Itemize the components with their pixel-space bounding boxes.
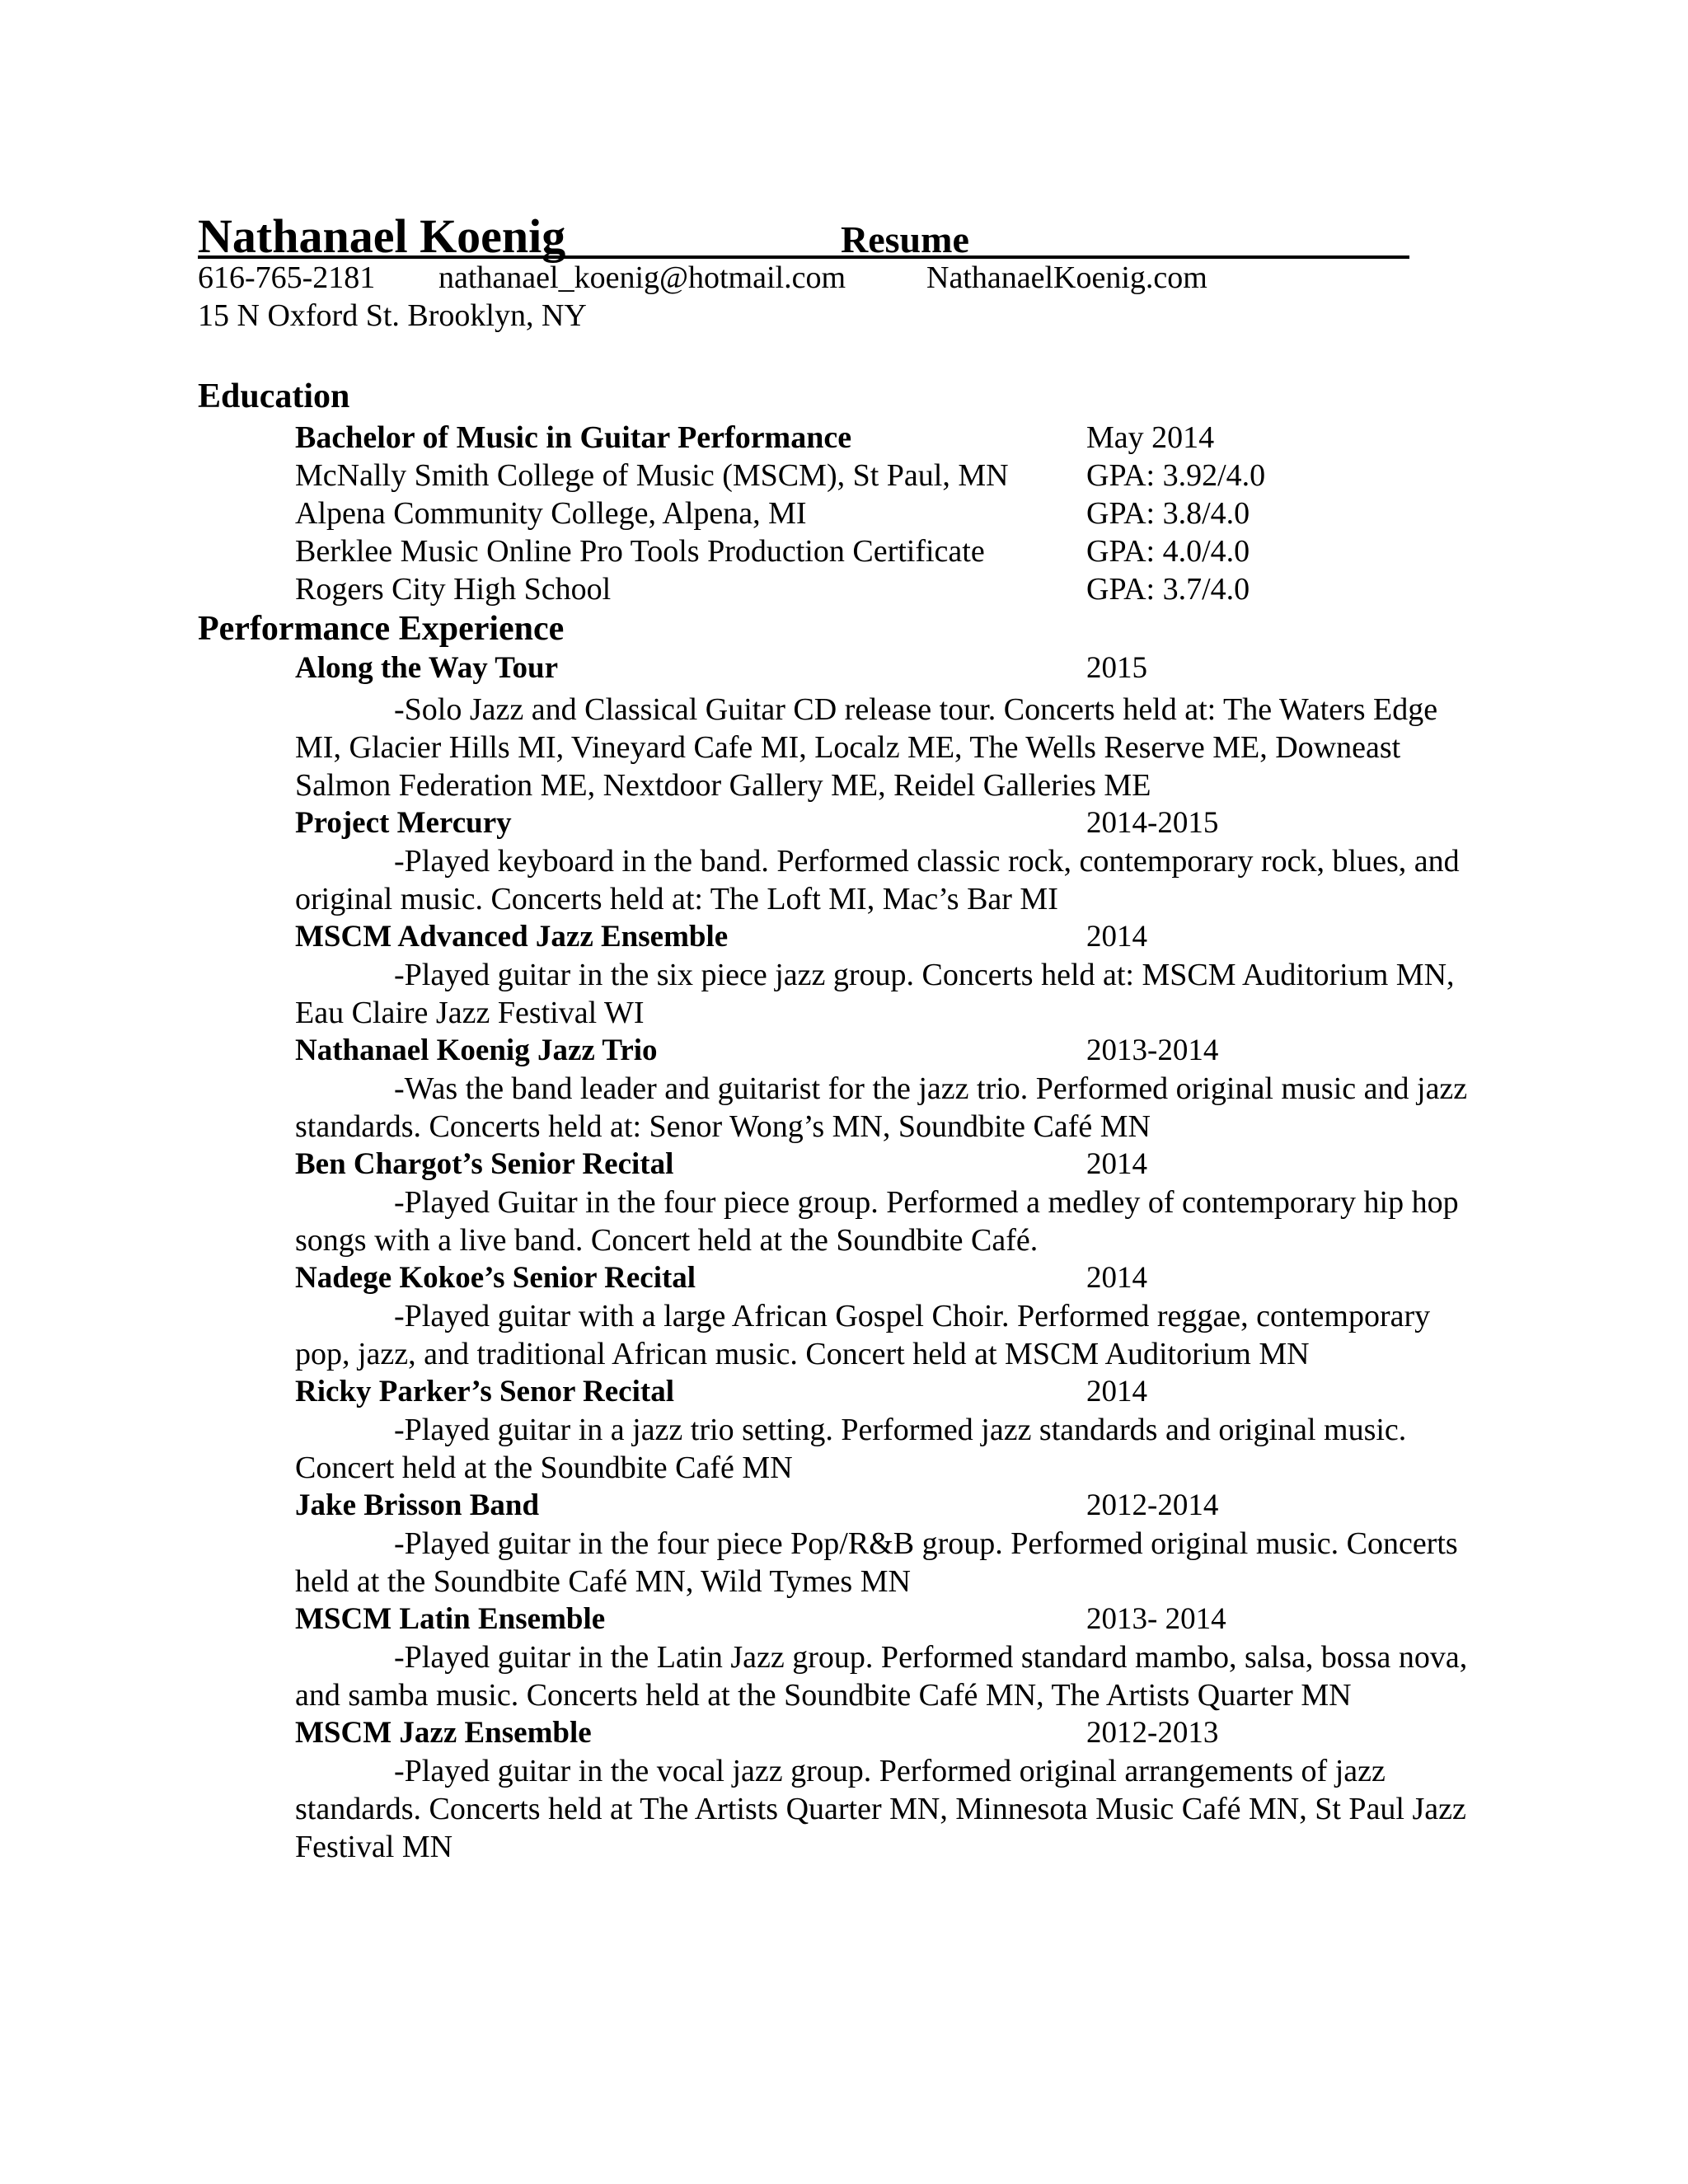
entry-title: MSCM Advanced Jazz Ensemble: [295, 920, 729, 954]
phone-number: 616-765-2181: [198, 260, 376, 295]
school-gpa: GPA: 3.8/4.0: [1086, 496, 1250, 531]
entry-title: Along the Way Tour: [295, 651, 559, 685]
school-row: [295, 457, 1449, 494]
experience-entry: [295, 1032, 1482, 1146]
entry-date: 2012-2014: [1086, 1488, 1219, 1522]
entry-title: Nadege Kokoe’s Senior Recital: [295, 1261, 696, 1295]
school-gpa: GPA: 3.7/4.0: [1086, 572, 1250, 607]
experience-entry: [295, 918, 1482, 1032]
school-row: [295, 570, 1449, 608]
experience-entry: [295, 1146, 1482, 1259]
experience-entry: [295, 804, 1482, 918]
school-row: [295, 532, 1449, 570]
education-section: [295, 419, 1449, 608]
school-name: McNally Smith College of Music (MSCM), St Paul, MN: [295, 458, 1009, 493]
entry-title: Ricky Parker’s Senor Recital: [295, 1375, 674, 1408]
education-heading: Education: [198, 377, 350, 415]
entry-description: -Played guitar in a jazz trio setting. Performed jazz standards and original music. Concert held at the Soundbite Café MN: [295, 1413, 1407, 1485]
school-gpa: GPA: 3.92/4.0: [1086, 458, 1266, 493]
entry-date: 2013-2014: [1086, 1033, 1219, 1067]
title-line: [198, 196, 1409, 263]
degree-row: [295, 419, 1449, 457]
entry-title: Project Mercury: [295, 806, 512, 840]
email-address: nathanael_koenig@hotmail.com: [438, 260, 846, 295]
performance-heading: Performance Experience: [198, 610, 565, 648]
experience-entry: [295, 1259, 1482, 1373]
entry-date: 2014: [1086, 1261, 1147, 1295]
performance-section: [295, 649, 1482, 1866]
entry-description: -Played guitar in the four piece Pop/R&B group. Performed original music. Concerts held at the Soundbite Café MN, Wild Tymes MN: [295, 1526, 1458, 1599]
experience-entry: [295, 1714, 1482, 1866]
entry-description: -Solo Jazz and Classical Guitar CD release tour. Concerts held at: The Waters Edge MI, Glacier Hills MI, Vineyard Cafe MI, Localz ME, The Wells Reserve ME, Downeast Salmon Federation ME, Nextdoor Gallery ME, Reidel Galleries ME: [295, 692, 1438, 803]
entry-description: -Played guitar in the six piece jazz group. Concerts held at: MSCM Auditorium MN, Eau Claire Jazz Festival WI: [295, 958, 1455, 1030]
website: NathanaelKoenig.com: [926, 260, 1207, 295]
entry-title: Jake Brisson Band: [295, 1488, 540, 1522]
school-name: Berklee Music Online Pro Tools Production Certificate: [295, 534, 985, 569]
entry-date: 2014: [1086, 1147, 1147, 1181]
school-name: Alpena Community College, Alpena, MI: [295, 496, 807, 531]
mailing-address: 15 N Oxford St. Brooklyn, NY: [198, 298, 587, 333]
entry-title: MSCM Latin Ensemble: [295, 1602, 606, 1636]
entry-date: 2014: [1086, 920, 1147, 954]
entry-title: Ben Chargot’s Senior Recital: [295, 1147, 674, 1181]
degree-date: May 2014: [1086, 420, 1215, 455]
contact-info: [198, 259, 1207, 335]
entry-description: -Played guitar in the vocal jazz group. Performed original arrangements of jazz standards. Concerts held at The Artists Quarter MN, Minnesota Music Café MN, St Paul Jazz Festival MN: [295, 1754, 1466, 1864]
document-label: Resume: [841, 218, 969, 260]
experience-entry: [295, 649, 1482, 804]
school-name: Rogers City High School: [295, 572, 612, 607]
entry-date: 2012-2013: [1086, 1716, 1219, 1750]
applicant-name: Nathanael Koenig: [198, 209, 566, 263]
entry-date: 2014: [1086, 1375, 1147, 1408]
entry-description: -Played Guitar in the four piece group. Performed a medley of contemporary hip hop songs with a live band. Concert held at the Soundbite Café.: [295, 1185, 1459, 1258]
entry-date: 2014-2015: [1086, 806, 1219, 840]
entry-title: MSCM Jazz Ensemble: [295, 1716, 592, 1750]
experience-entry: [295, 1373, 1482, 1487]
entry-title: Nathanael Koenig Jazz Trio: [295, 1033, 658, 1067]
resume-header: [198, 196, 1409, 263]
entry-description: -Played guitar with a large African Gospel Choir. Performed reggae, contemporary pop, jazz, and traditional African music. Concert held at MSCM Auditorium MN: [295, 1299, 1431, 1371]
experience-entry: [295, 1487, 1482, 1601]
school-gpa: GPA: 4.0/4.0: [1086, 534, 1250, 569]
entry-description: -Was the band leader and guitarist for the jazz trio. Performed original music and jazz standards. Concerts held at: Senor Wong’s MN, Soundbite Café MN: [295, 1071, 1468, 1144]
experience-entry: [295, 1601, 1482, 1714]
school-row: [295, 494, 1449, 532]
degree-name: Bachelor of Music in Guitar Performance: [295, 420, 852, 455]
entry-date: 2013- 2014: [1086, 1602, 1226, 1636]
entry-date: 2015: [1086, 651, 1147, 685]
entry-description: -Played guitar in the Latin Jazz group. Performed standard mambo, salsa, bossa nova, and samba music. Concerts held at the Soundbite Café MN, The Artists Quarter MN: [295, 1640, 1468, 1713]
entry-description: -Played keyboard in the band. Performed classic rock, contemporary rock, blues, and original music. Concerts held at: The Loft MI, Mac’s Bar MI: [295, 844, 1460, 916]
